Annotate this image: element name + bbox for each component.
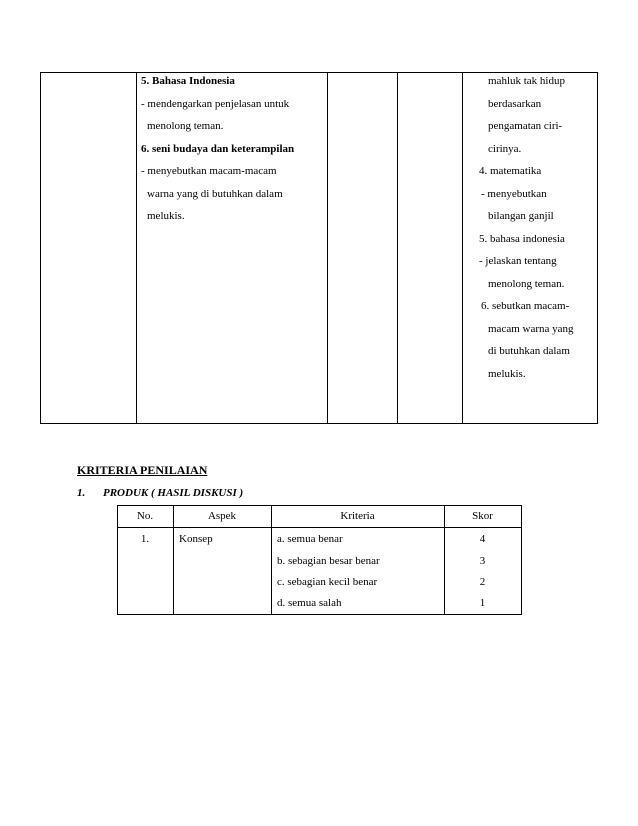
assessment-subject-seni: 6. sebutkan macam- xyxy=(481,300,570,312)
section-heading-kriteria-penilaian: KRITERIA PENILAIAN xyxy=(77,463,208,477)
table-border-left xyxy=(40,72,41,424)
activity-line: - mendengarkan penjelasan untuk xyxy=(141,98,290,110)
activity-line: - menyebutkan macam-macam xyxy=(141,165,277,177)
header-kriteria: Kriteria xyxy=(340,510,375,522)
assessment-line: - jelaskan tentang xyxy=(479,255,557,267)
assessment-line: di butuhkan dalam xyxy=(488,345,570,357)
assessment-line: mahluk tak hidup xyxy=(488,75,565,87)
subsection-number: 1. xyxy=(77,487,86,499)
kriteria-item: d. semua salah xyxy=(277,597,342,609)
subsection-heading-produk: PRODUK ( HASIL DISKUSI ) xyxy=(103,487,244,499)
assessment-line: berdasarkan xyxy=(488,98,542,110)
kriteria-item: a. semua benar xyxy=(277,533,343,545)
skor-value: 1 xyxy=(479,597,486,609)
kriteria-item: c. sebagian kecil benar xyxy=(277,576,378,588)
criteria-table xyxy=(117,505,522,615)
column-divider-2 xyxy=(327,72,328,424)
row-aspek: Konsep xyxy=(179,533,213,545)
subject-heading-bahasa-indonesia: 5. Bahasa Indonesia xyxy=(141,75,235,87)
subject-heading-seni-budaya: 6. seni budaya dan keterampilan xyxy=(141,143,295,155)
assessment-line: menolong teman. xyxy=(488,278,565,290)
skor-value: 4 xyxy=(479,533,486,545)
header-aspek: Aspek xyxy=(207,510,237,522)
assessment-line: - menyebutkan xyxy=(481,188,547,200)
criteria-border-right xyxy=(521,505,522,615)
assessment-line: macam warna yang xyxy=(488,323,574,335)
header-skor: Skor xyxy=(472,510,493,522)
assessment-line: melukis. xyxy=(488,368,526,380)
row-no: 1. xyxy=(140,533,150,545)
assessment-subject-bahasa-indonesia: 5. bahasa indonesia xyxy=(479,233,565,245)
activity-line: menolong teman. xyxy=(147,120,224,132)
header-no: No. xyxy=(136,510,154,522)
activity-line: melukis. xyxy=(147,210,185,222)
table-border-top xyxy=(40,72,598,73)
skor-value: 2 xyxy=(479,576,486,588)
assessment-line: cirinya. xyxy=(488,143,522,155)
lesson-plan-table xyxy=(40,72,598,424)
table-border-bottom xyxy=(40,423,598,424)
criteria-header-divider xyxy=(117,527,522,528)
activity-line: warna yang di butuhkan dalam xyxy=(147,188,283,200)
column-divider-4 xyxy=(462,72,463,424)
assessment-line: bilangan ganjil xyxy=(488,210,554,222)
skor-value: 3 xyxy=(479,555,486,567)
assessment-line: pengamatan ciri- xyxy=(488,120,563,132)
assessment-subject-matematika: 4. matematika xyxy=(479,165,542,177)
criteria-border-top xyxy=(117,505,522,506)
column-divider-3 xyxy=(397,72,398,424)
criteria-border-bottom xyxy=(117,614,522,615)
table-border-right xyxy=(597,72,598,424)
kriteria-item: b. sebagian besar benar xyxy=(277,555,380,567)
column-divider-1 xyxy=(136,72,137,424)
